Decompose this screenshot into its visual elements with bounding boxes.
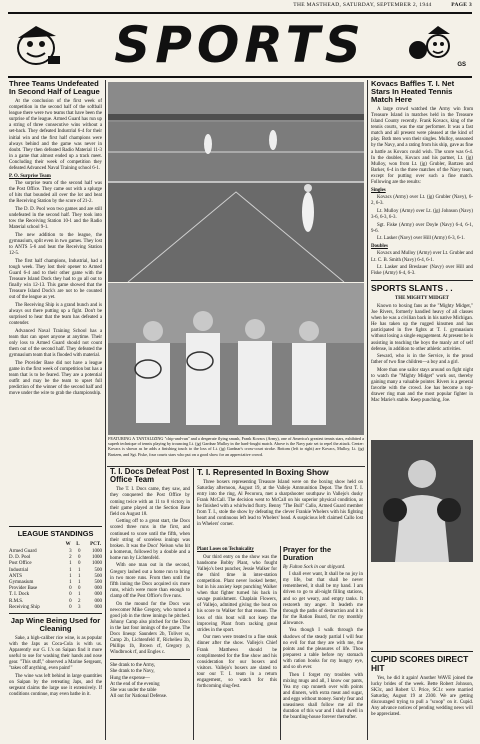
tennis-players-illustration	[108, 283, 364, 435]
article-paragraph: The Provider Base did not have a league game in the first week of competition but has a team that is to be feared. They are a potential outfit and may be the team to upset full prediction of the winner of the second half and move under the wire to grab the championship.	[9, 360, 102, 397]
standings-cell: 1	[69, 561, 72, 567]
right-column	[371, 80, 473, 406]
cupid-story	[371, 648, 473, 720]
standings-header-cell: L	[76, 541, 80, 547]
results-label-doubles: Doubles	[371, 243, 388, 249]
article-paragraph: The first half champions, Industrial, had a tough week. They lost their opener to Armed Guard 6-4 and to their other game with the Treasure Island Dock they had to go all out to finally win 12-13. This game showed that the Treasure Island Dock's are not to be counted out of the league as yet.	[9, 258, 102, 301]
standings-cell: 2	[69, 555, 72, 561]
standings-cell: 1	[78, 579, 81, 585]
standings-cell: R.M.S.	[9, 598, 24, 604]
divider	[9, 613, 102, 614]
headline-ti-docs: T. I. Docs Defeat Post Office Team	[110, 467, 189, 485]
standings-cell: T. I. Dock	[9, 592, 30, 598]
article-paragraph: Advanced Naval Training School has a team that can upset anyone at anytime. Their only loss to Armed Guard should not count them out of the second half. They defeated the gymnasium team that is flooded with material.	[9, 328, 102, 359]
standings-cell: 500	[94, 579, 102, 585]
poem-line: She was under the table	[110, 687, 157, 693]
standings-cell: 000	[94, 586, 102, 592]
standings-cell: 1	[78, 592, 81, 598]
column-rule	[105, 80, 106, 740]
article-paragraph: Known to boxing fans as the "Mighty Midget," Joe Rivers, formerly handled heavy of all classes when he was a civilian back in his native Michigan. He has taken up the rugged kinsmen and has participated in five fights at T. I. gymnasium without losing a single engagement. At present he is assisting in teaching the boys the manly art of self defense, in addition to other athletic activities.	[371, 303, 474, 352]
prayer-story	[283, 546, 363, 723]
headline-three-teams: Three Teams Undefeated In Second Half of League	[9, 79, 100, 96]
tennis-players-photo	[108, 283, 364, 435]
article-paragraph: Our men were treated to a fine steak dinner after the show. Vallejo's Chief Frank Matthews should be complimented for the fine show and his consideration for our boxers and visitors. Vallejo's boxers are slated to tour our T. I. team in a return engagement, so watch for this forthcoming slug-fest.	[197, 635, 277, 690]
standings-cell: 3	[69, 548, 72, 554]
headline-kovacs: Kovacs Baffles T. I. Net Stars In Heated Tennis Match Here	[371, 79, 455, 104]
tennis-action-photo	[108, 82, 364, 282]
standings-cell: 0	[69, 598, 72, 604]
standings-cell: 000	[94, 604, 102, 610]
poem-line: She drank to the Navy,	[110, 669, 155, 675]
result-line: Kovacs (Army) over Lt. (jg) Grubler (Navy), 6-2, 6-3.	[371, 195, 473, 207]
standings-cell: 1000	[92, 561, 102, 567]
article-paragraph: At the conclusion of the first week of competition in the second half of the softball league there were two teams that have been the surprise of the league. Armed Guard has run up a string of three consecutive wins without a set-back. They defeated Industrial 6-4 for their initial win and the first half champions were always behind and the game was never in doubt. They then defeated Radio Material 11-3 in a game that almost ended up a track meet. Concluding their week of competition they defeated Advanced Naval Training school 6-1.	[9, 98, 102, 171]
divider	[371, 280, 473, 281]
standings-cell: Industrial	[9, 567, 29, 573]
standings-cell: 1	[69, 573, 72, 579]
banner-title: SPORTS	[114, 16, 366, 74]
headline-cupid: CUPID SCORES DIRECT HIT	[371, 654, 469, 673]
article-paragraph: The T. I. Docs came, they saw, and they conquered the Post Office by coming twice with an 11 to 0 victory in their game played at the Section Base field on August 18.	[110, 487, 190, 517]
left-column	[9, 80, 102, 399]
photo-caption	[108, 436, 364, 457]
standings-cell: Armed Guard	[9, 548, 37, 554]
standings-cell: 0	[78, 548, 81, 554]
headline-prayer: Prayer for the Duration	[283, 545, 332, 562]
article-paragraph: With one man out in the second, Gregory lashed out a home run to bring in two more runs. From then until the fifth inning the Docs acquired six more runs, which were more than enough to clamp off the Post Office's five runs.	[110, 563, 190, 599]
divider	[110, 659, 190, 660]
standings-cell: 1	[69, 579, 72, 585]
poem-line: She drank to the Army,	[110, 663, 156, 669]
standings-title: LEAGUE STANDINGS	[17, 529, 94, 538]
headline-sports-slants: SPORTS SLANTS . .	[371, 283, 453, 294]
standings-cell: Receiving Ship	[9, 604, 40, 610]
standings-cell: ANTS	[9, 573, 23, 579]
standings-cell: 1000	[92, 555, 102, 561]
standings-header-cell: W	[65, 541, 71, 547]
caption-text: FEATURING A TANTALIZING "chip-and-run" and a desperate flying smash, Frank Kovacs (Army), one of America's greatest tennis stars, exhibited a superb technique of tennis playing by trouncing Lt. (jg) Gardnar Mulloy in the hard-fought match. Above is the Navy pair set to repel the attack. Center: Kovacs is shown as he adds a finishing touch to the loss of Lt. (jg) Gardnar's cross-court stroke. Bottom (left to right) are Kovacs, Mulloy, Lt. (jg) Bartzen, and Sgt. Fiske, four courts stars who put on a good show for an appreciative crowd.	[108, 436, 364, 457]
headline-boxing: T. I. Represented In Boxing Show	[197, 467, 329, 477]
article-paragraph: Getting off to a great start, the Docs scored three runs in the first, and continued to score until the fifth, when their string of scoreless innings was broken. It was the Docs' Nelson who hit a homerun, followed by a double and a home run by Lichtenfeld.	[110, 519, 190, 561]
result-line: Kovacs and Mulloy (Army) over Lt. Grubler and Lt. C. B. Smith (Navy) 6-4, 6-1.	[371, 251, 473, 263]
standings-cell: Post Office	[9, 561, 32, 567]
article-paragraph: On the mound for the Docs was newcomer Mike Gregory, who turned a good job in the three innings he pitched. Johnny Camp also pitched for the Docs in the last four innings of the game. The Docs lineup: Saunders 2b, Toliver ss, Camp 2b, Lichtenfeld lf, Richelieu 3b, Phillips 1b, Brown cf, Gregory p, Windbrook rf, and Engles c.	[110, 601, 190, 656]
result-line: Lt. Mulloy (Army) over Lt. (jg) Johnson (Navy) 3-6, 6-3, 6-3.	[371, 208, 473, 220]
standings-cell: 0	[69, 586, 72, 592]
standings-cell: 2	[78, 598, 81, 604]
poem-line: Hung the expense—	[110, 675, 150, 681]
article-paragraph: The D. D. Pool won two games and are still undefeated in the second half. They took into tow the Receiving Station 10-1 and the Radio Material school 9-1.	[9, 207, 102, 231]
jap-wine-story	[9, 610, 102, 700]
standings-cell: 000	[94, 592, 102, 598]
page-number: PAGE 3	[451, 2, 472, 8]
divider	[9, 526, 102, 527]
result-line: Lt. Lasker and Breslauer (Navy) over Hill and Fiske (Army) 6-4, 6-3.	[371, 265, 473, 277]
standings-cell: 000	[94, 598, 102, 604]
running-head	[8, 2, 472, 12]
article-paragraph: More than one sailor stays around on fight night to watch the "Mighty Midget" work out, thereby gaining many a valuable pointer. Rivers is a general favorite with the crowd. Joe has become a top-drawer ring man and the most popular fighter in Mac Marie's stable. Keep punching, Joe.	[371, 367, 473, 404]
article-subhead: Plant Loses on Technicality	[197, 547, 254, 552]
standings-cell: 0	[69, 592, 72, 598]
column-rule	[193, 468, 194, 740]
standings-header-cell: PCT.	[90, 541, 101, 547]
article-paragraph: The wine was left behind in large quantities on Saipan by the retreating Japs, and the sergeant claims the large use it extensively. If conditions continue, may even bathe in it.	[9, 674, 102, 698]
standings-cell: 500	[94, 567, 102, 573]
boxer-illustration	[371, 440, 473, 562]
standings-table	[9, 541, 102, 611]
standings-cell: 3	[78, 604, 81, 610]
result-line: Sgt. Fiske (Army) over Doyle (Navy) 6-4, 6-1, 9-6.	[371, 222, 473, 234]
standings-cell: 0	[78, 555, 81, 561]
standings-cell: 1000	[92, 548, 102, 554]
article-paragraph: The surprise team of the second half was the Post Office. They came out with a splurge of hits that bounded all over the lot and beat the Receiving Station by the score of 21-2.	[9, 181, 102, 205]
result-line: Lt. Lasker (Navy) over Hill (Army) 6-3, 6-1.	[377, 236, 465, 242]
standings-cell: Provider Base	[9, 586, 38, 592]
article-paragraph: Yea though I walk through the shadows of the steady partial I will fear no evil for that they are with me, the points and the pleasures of life. Thou preparest a table before my stomach with ration books for my hungry eye, and so oh ever.	[283, 628, 363, 671]
results-label-singles: Singles	[371, 187, 386, 193]
artist-tag: GS	[457, 62, 466, 68]
standings-cell: 500	[94, 573, 102, 579]
standings-cell: 1	[69, 567, 72, 573]
docs-defeat-story	[110, 468, 190, 700]
article-paragraph: The Receiving Ship is a grand bunch and is always out there putting up a fight. Don't be surprised to hear that the team has defeated a contender.	[9, 302, 102, 327]
column-rule	[280, 546, 281, 740]
divider	[371, 651, 473, 652]
poem-block	[110, 663, 190, 700]
standings-cell: 0	[78, 586, 81, 592]
slants-intro: THE MIGHTY MIDGET	[395, 296, 449, 302]
article-subhead: P. O. Surprise Team	[9, 173, 51, 179]
article-paragraph: I shall ever want, It shall be no joy in my life, but that shall be never remembered, it shall be my hand. I am driven to go to all-night filling stations, and so get weary, and empty tanks. It restoreth my anger. It leadeth me through the paths of destruction and it is for the Ration Board, for my monthly allowance.	[283, 572, 363, 626]
poem-line: At the end of the evening	[110, 681, 160, 687]
boxing-story-cont	[197, 546, 277, 692]
headline-jap-wine: Jap Wine Being Used for Cleaning	[10, 616, 101, 633]
running-head-text: THE MASTHEAD, SATURDAY, SEPTEMBER 2, 1944	[293, 2, 432, 8]
article-paragraph: A large crowd watched the Army win from Treasure Island in matches held in the Treasure Island County recently. Frank Kovacs, king of the tennis courts, was the star performer. It was a fast match and all present were pleased at the kind of play. Both men won their singles. Mulloy, seasoned by the Navy, and a rating from his ship, gave as fine a battle as Kovacs could wish. The score was 6-4. In the doubles, Kovacs and his partner, Lt. (jg) Mulloy, won from Lt. (jg) Grubler, Bartzen and Barker, 6-4 in the three matches of the Navy team, except for putting over such a fine match. Following are the results:	[371, 106, 473, 186]
article-paragraph: Then I forget my troubles with mixing mugs and all, I know our pants, Yea my cup runneth over with points and dinners, with extra meat and sugar, and eggs without money. Surely fear and uneasiness shall follow me all the duration of this war and I shall dwell in the boarding-house forever thereafter.	[283, 672, 363, 721]
standings-header-cell	[9, 541, 60, 549]
article-paragraph: The new addition to the league, the gymnasium, split even in two games. They lost to ANTS 5-6 and beat the Receiving Station 12-5.	[9, 232, 102, 257]
standings-cell: Gymnasium	[9, 579, 34, 585]
article-paragraph: Yes, he did it again! Another WAVE joined the lucky brides of the week. Bette Robert Johnson, SK3c, and Robert U. Price, SC1c were married Saturday, August 19 at 2300. We are getting discouraged trying to pull a "scoop" on it. Cupid. Any advance notices of pending wedding news will be appreciated.	[371, 675, 473, 718]
sports-banner	[8, 12, 472, 78]
article-paragraph: Seward, who is in the Service, is the proud father of two fine children—a boy and a girl.	[371, 354, 473, 366]
standings-cell: 1	[78, 573, 81, 579]
article-paragraph: Three boxers representing Treasure Island were on the boxing show held on Saturday afternoon, August 19, at the Vallejo Ammunition Depot. The first T. I. entry into the ring, Al Pecorora, met a sharpshooter southpaw in Vallejo's dusky Frank McCall. The decision went to McCall on his superior physical condition, as he finished with a whirlwind flurry. Benny "The Bull" Callo, Armed Guard member from T. I., stole the show by defeating the clever Frankie Whelers with his fighting heart and continuous left lead to Whelers' head. A suspicious left claimed Callo lost in Whelers' corner.	[197, 479, 363, 528]
standings-cell: 1	[78, 567, 81, 573]
boxing-story	[197, 468, 363, 530]
poem-line: All out for National Defense.	[110, 693, 168, 699]
standings-cell: D. D. Pool	[9, 555, 31, 561]
column-rule	[367, 80, 368, 740]
league-standings	[9, 523, 102, 611]
article-paragraph: Sake, a high-caliber rice wine, is as popular with the Japs as Coca-Cola is with us. Apparently our G. I.'s on Saipan find it more useful to use for washing their hands and nose gear. "This stuff," observed a Marine Sergeant, "takes off anything, even paint!"	[9, 635, 102, 672]
article-paragraph: Our third entry on the show was the handsome Bobby Plant, who fought Vallejo's best puncher, Jessie Walker for the third time in inter-station competition. Plant never looked better, but in his anxiety kept punching Walker when that fighter turned his back in savage punishment. Chaplain Flowers, of Vallejo, admitted giving the bout on his score to Walker for that reason. The loss of this bout will not keep the improving Plant from racking great strides in the sport.	[197, 554, 277, 633]
boxer-photo	[371, 440, 473, 562]
mascot-right-icon	[404, 20, 456, 70]
standings-cell: 0	[78, 561, 81, 567]
standings-cell: 0	[69, 604, 72, 610]
tennis-court-illustration	[108, 82, 364, 282]
prayer-byline: By Fulton Sock in our shipyard.	[283, 564, 346, 570]
